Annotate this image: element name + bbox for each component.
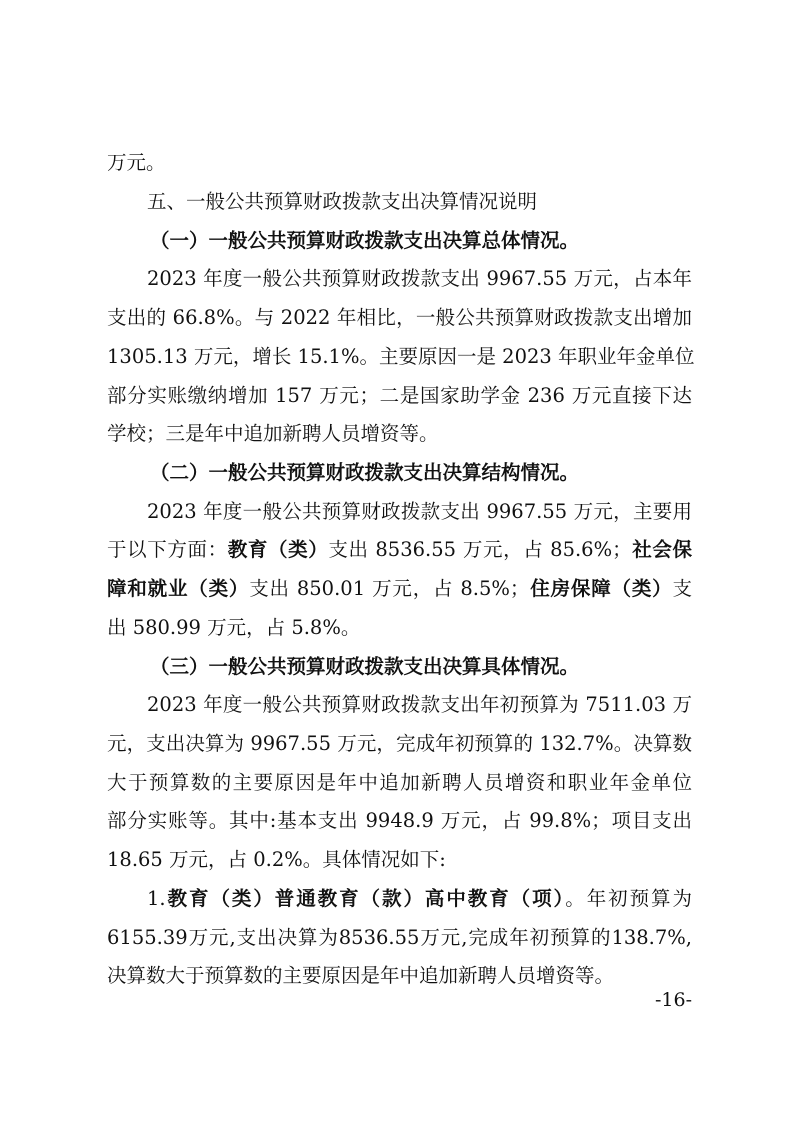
item-1-line-2: 6155.39万元,支出决算为8536.55万元,完成年初预算的138.7%, <box>107 926 692 949</box>
text-segment: 支出 850.01 万元，占 8.5%； <box>249 577 530 600</box>
category-housing: 住房保障（类） <box>529 577 673 600</box>
paragraph-2-line-1: 2023 年度一般公共预算财政拨款支出 9967.55 万元，主要用 <box>147 500 692 523</box>
category-social-security: 社会保 <box>631 538 692 561</box>
paragraph-3-line-4: 部分实账等。其中:基本支出 9948.9 万元，占 99.8%；项目支出 <box>107 809 692 832</box>
item-number: 1. <box>147 887 166 910</box>
category-education: 教育（类） <box>227 538 329 561</box>
subsection-3-title: （三）一般公共预算财政拨款支出决算具体情况。 <box>150 655 580 678</box>
category-social-security-cont: 障和就业（类） <box>107 577 250 600</box>
item-1-line-3: 决算数大于预算数的主要原因是年中追加新聘人员增资等。 <box>107 964 615 987</box>
text-segment: 支出 8536.55 万元，占 85.6%； <box>328 538 632 561</box>
text-segment: 。年初预算为 <box>565 887 692 910</box>
paragraph-1-line-5: 学校；三是年中追加新聘人员增资等。 <box>107 422 439 445</box>
subsection-2-title: （二）一般公共预算财政拨款支出决算结构情况。 <box>150 461 580 484</box>
item-1-category: 教育（类）普通教育（款）高中教育（项） <box>165 887 566 910</box>
item-1-line-1 <box>147 886 692 912</box>
page-number: -16- <box>654 989 692 1011</box>
continuation-text: 万元。 <box>107 151 166 174</box>
paragraph-1-line-3: 1305.13 万元，增长 15.1%。主要原因一是 2023 年职业年金单位 <box>107 345 695 368</box>
paragraph-3-line-1: 2023 年度一般公共预算财政拨款支出年初预算为 7511.03 万 <box>147 693 692 716</box>
text-segment: 支 <box>672 577 692 600</box>
subsection-1-title: （一）一般公共预算财政拨款支出决算总体情况。 <box>150 229 580 252</box>
text-segment: 于以下方面： <box>107 538 228 561</box>
section-heading: 五、一般公共预算财政拨款支出决算情况说明 <box>147 190 538 213</box>
paragraph-2-line-3 <box>107 576 692 602</box>
paragraph-1-line-2: 支出的 66.8%。与 2022 年相比，一般公共预算财政拨款支出增加 <box>107 306 692 329</box>
paragraph-3-line-5: 18.65 万元，占 0.2%。具体情况如下: <box>107 848 446 871</box>
paragraph-2-line-4: 出 580.99 万元，占 5.8%。 <box>107 616 361 639</box>
paragraph-3-line-2: 元，支出决算为 9967.55 万元，完成年初预算的 132.7%。决算数 <box>107 732 692 755</box>
paragraph-3-line-3: 大于预算数的主要原因是年中追加新聘人员增资和职业年金单位 <box>107 771 692 794</box>
paragraph-1-line-1: 2023 年度一般公共预算财政拨款支出 9967.55 万元，占本年 <box>147 267 692 290</box>
paragraph-2-line-2 <box>107 537 692 563</box>
paragraph-1-line-4: 部分实账缴纳增加 157 万元；二是国家助学金 236 万元直接下达 <box>107 384 692 407</box>
